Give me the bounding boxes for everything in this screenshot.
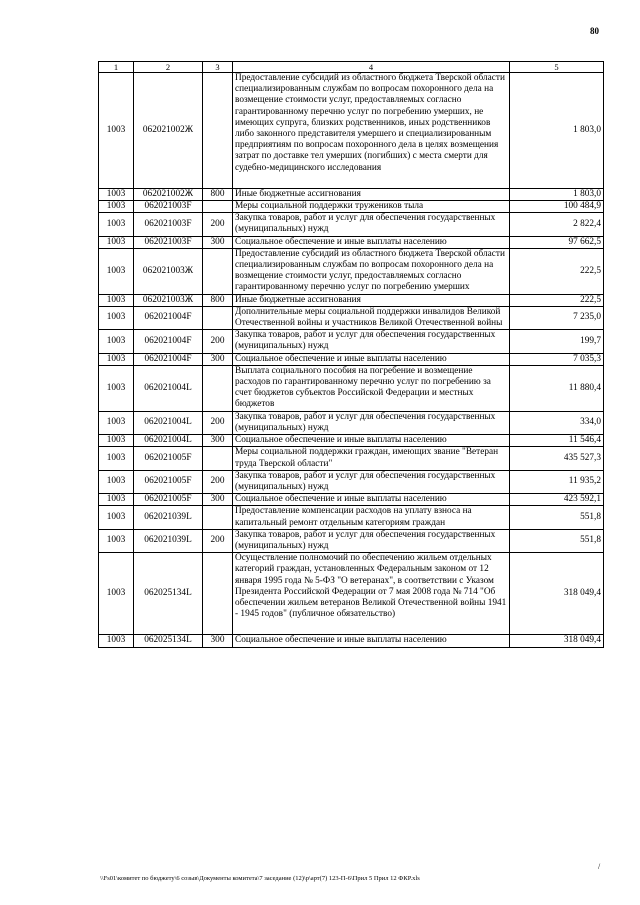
cell-expense-type: 200 bbox=[203, 213, 233, 236]
table-row bbox=[99, 73, 604, 189]
cell-target-article: 062021039L bbox=[134, 529, 203, 552]
header-row bbox=[99, 62, 604, 73]
cell-description: Закупка товаров, работ и услуг для обеспечения государственных (муниципальных) нужд bbox=[233, 411, 510, 434]
cell-section: 1003 bbox=[99, 248, 134, 294]
cell-description: Осуществление полномочий по обеспечению жильем отдельных категорий граждан, установленных Федеральным законом от 12 января 1995 года № 5-ФЗ "О ветеранах", в соответствии с Указом Президента Российской Федерации от 7 мая 2008 года № 714 "Об обеспечении жильем ветеранов Великой Отечественной войны 1941 - 1945 годов" (публичное обязательство) bbox=[233, 553, 510, 635]
cell-amount: 334,0 bbox=[510, 411, 604, 434]
cell-expense-type: 300 bbox=[203, 353, 233, 365]
cell-target-article: 062021004F bbox=[134, 353, 203, 365]
table-row bbox=[99, 553, 604, 635]
cell-section: 1003 bbox=[99, 188, 134, 200]
cell-amount: 1 803,0 bbox=[510, 73, 604, 189]
margin-mark: / bbox=[598, 862, 601, 871]
cell-section: 1003 bbox=[99, 470, 134, 493]
cell-expense-type: 200 bbox=[203, 411, 233, 434]
cell-amount: 222,5 bbox=[510, 248, 604, 294]
cell-section: 1003 bbox=[99, 635, 134, 647]
cell-expense-type bbox=[203, 447, 233, 470]
cell-expense-type: 300 bbox=[203, 494, 233, 506]
cell-amount: 318 049,4 bbox=[510, 553, 604, 635]
table-body bbox=[99, 73, 604, 648]
cell-section: 1003 bbox=[99, 73, 134, 189]
cell-section: 1003 bbox=[99, 365, 134, 411]
cell-target-article: 062021002Ж bbox=[134, 188, 203, 200]
cell-section: 1003 bbox=[99, 306, 134, 329]
cell-description: Меры социальной поддержки тружеников тыла bbox=[233, 201, 510, 213]
cell-amount: 551,8 bbox=[510, 529, 604, 552]
cell-description: Закупка товаров, работ и услуг для обеспечения государственных (муниципальных) нужд bbox=[233, 529, 510, 552]
cell-target-article: 062021004L bbox=[134, 411, 203, 434]
header-col-1: 1 bbox=[99, 62, 134, 73]
cell-amount: 1 803,0 bbox=[510, 188, 604, 200]
header-col-3: 3 bbox=[203, 62, 233, 73]
cell-expense-type bbox=[203, 553, 233, 635]
table-row bbox=[99, 188, 604, 200]
table-row bbox=[99, 635, 604, 647]
footer-file-path: \\Fs01\комитет по бюджету\6 созыв\Документы комитета\7 заседание (12)\р\арт(7) 123-П-6\Прил 5 Прил 12 ФКР.xls bbox=[100, 875, 420, 882]
cell-amount: 199,7 bbox=[510, 330, 604, 353]
header-col-4: 4 bbox=[233, 62, 510, 73]
cell-section: 1003 bbox=[99, 201, 134, 213]
cell-target-article: 062021004F bbox=[134, 330, 203, 353]
cell-amount: 11 935,2 bbox=[510, 470, 604, 493]
header-col-5: 5 bbox=[510, 62, 604, 73]
cell-section: 1003 bbox=[99, 294, 134, 306]
cell-target-article: 062021002Ж bbox=[134, 73, 203, 189]
cell-expense-type bbox=[203, 73, 233, 189]
cell-description: Социальное обеспечение и иные выплаты населению bbox=[233, 494, 510, 506]
cell-description: Закупка товаров, работ и услуг для обеспечения государственных (муниципальных) нужд bbox=[233, 470, 510, 493]
header-col-2: 2 bbox=[134, 62, 203, 73]
cell-target-article: 062021039L bbox=[134, 506, 203, 529]
cell-section: 1003 bbox=[99, 447, 134, 470]
cell-expense-type: 200 bbox=[203, 470, 233, 493]
cell-section: 1003 bbox=[99, 411, 134, 434]
cell-amount: 7 035,3 bbox=[510, 353, 604, 365]
cell-target-article: 062021004L bbox=[134, 365, 203, 411]
cell-expense-type: 800 bbox=[203, 294, 233, 306]
cell-description: Предоставление субсидий из областного бюджета Тверской области специализированным службам по вопросам похоронного дела на возмещение стоимости услуг, предоставляемых согласно гарантированному перечню услуг по погребению умерших bbox=[233, 248, 510, 294]
cell-description: Социальное обеспечение и иные выплаты населению bbox=[233, 635, 510, 647]
cell-section: 1003 bbox=[99, 435, 134, 447]
table-row bbox=[99, 294, 604, 306]
cell-expense-type bbox=[203, 365, 233, 411]
cell-target-article: 062021005F bbox=[134, 494, 203, 506]
cell-section: 1003 bbox=[99, 330, 134, 353]
cell-expense-type: 300 bbox=[203, 635, 233, 647]
budget-table bbox=[98, 61, 604, 648]
cell-target-article: 062021004L bbox=[134, 435, 203, 447]
cell-target-article: 062021003F bbox=[134, 236, 203, 248]
cell-expense-type: 300 bbox=[203, 236, 233, 248]
cell-target-article: 062021004F bbox=[134, 306, 203, 329]
cell-description: Дополнительные меры социальной поддержки инвалидов Великой Отечественной войны и участников Великой Отечественной войны bbox=[233, 306, 510, 329]
cell-amount: 435 527,3 bbox=[510, 447, 604, 470]
cell-section: 1003 bbox=[99, 529, 134, 552]
cell-target-article: 062021003Ж bbox=[134, 294, 203, 306]
table-row bbox=[99, 447, 604, 470]
table-row bbox=[99, 353, 604, 365]
cell-section: 1003 bbox=[99, 494, 134, 506]
table-row bbox=[99, 236, 604, 248]
cell-amount: 551,8 bbox=[510, 506, 604, 529]
table-row bbox=[99, 201, 604, 213]
cell-expense-type: 200 bbox=[203, 529, 233, 552]
cell-expense-type bbox=[203, 248, 233, 294]
cell-target-article: 062021003F bbox=[134, 201, 203, 213]
cell-description: Социальное обеспечение и иные выплаты населению bbox=[233, 236, 510, 248]
table-row bbox=[99, 494, 604, 506]
cell-amount: 423 592,1 bbox=[510, 494, 604, 506]
table-row bbox=[99, 470, 604, 493]
table-row bbox=[99, 330, 604, 353]
table-row bbox=[99, 365, 604, 411]
cell-description: Социальное обеспечение и иные выплаты населению bbox=[233, 353, 510, 365]
table-row bbox=[99, 213, 604, 236]
cell-description: Меры социальной поддержки граждан, имеющих звание "Ветеран труда Тверской области" bbox=[233, 447, 510, 470]
cell-target-article: 062025134L bbox=[134, 635, 203, 647]
table-row bbox=[99, 529, 604, 552]
cell-expense-type bbox=[203, 306, 233, 329]
cell-section: 1003 bbox=[99, 506, 134, 529]
table-row bbox=[99, 506, 604, 529]
cell-target-article: 062021003Ж bbox=[134, 248, 203, 294]
cell-expense-type: 300 bbox=[203, 435, 233, 447]
cell-description: Иные бюджетные ассигнования bbox=[233, 294, 510, 306]
cell-amount: 11 880,4 bbox=[510, 365, 604, 411]
cell-amount: 100 484,9 bbox=[510, 201, 604, 213]
cell-description: Иные бюджетные ассигнования bbox=[233, 188, 510, 200]
cell-amount: 222,5 bbox=[510, 294, 604, 306]
cell-section: 1003 bbox=[99, 236, 134, 248]
cell-expense-type: 200 bbox=[203, 330, 233, 353]
table-row bbox=[99, 306, 604, 329]
cell-description: Закупка товаров, работ и услуг для обеспечения государственных (муниципальных) нужд bbox=[233, 213, 510, 236]
cell-target-article: 062025134L bbox=[134, 553, 203, 635]
cell-amount: 318 049,4 bbox=[510, 635, 604, 647]
cell-description: Выплата социального пособия на погребение и возмещение расходов по гарантированному перечню услуг по погребению за счет бюджетов субъектов Российской Федерации и местных бюджетов bbox=[233, 365, 510, 411]
table-row bbox=[99, 411, 604, 434]
cell-description: Социальное обеспечение и иные выплаты населению bbox=[233, 435, 510, 447]
cell-amount: 7 235,0 bbox=[510, 306, 604, 329]
cell-amount: 97 662,5 bbox=[510, 236, 604, 248]
cell-expense-type bbox=[203, 506, 233, 529]
cell-amount: 11 546,4 bbox=[510, 435, 604, 447]
cell-description: Предоставление субсидий из областного бюджета Тверской области специализированным службам по вопросам похоронного дела на возмещение стоимости услуг, предоставляемых согласно гарантированному перечню услуг по погребению умерших, не имеющих супруга, близких родственников, иных родственников либо законного представителя умершего и специализированным предприятиям по вопросам похоронного дела в целях возмещения затрат по доставке тел умерших (погибших) с места смерти для судебно-медицинского исследования bbox=[233, 73, 510, 189]
cell-description: Предоставление компенсации расходов на уплату взноса на капитальный ремонт отдельным категориям граждан bbox=[233, 506, 510, 529]
table-row bbox=[99, 435, 604, 447]
cell-expense-type bbox=[203, 201, 233, 213]
cell-amount: 2 822,4 bbox=[510, 213, 604, 236]
page-number: 80 bbox=[590, 26, 599, 36]
cell-description: Закупка товаров, работ и услуг для обеспечения государственных (муниципальных) нужд bbox=[233, 330, 510, 353]
cell-target-article: 062021003F bbox=[134, 213, 203, 236]
cell-section: 1003 bbox=[99, 213, 134, 236]
table-row bbox=[99, 248, 604, 294]
cell-section: 1003 bbox=[99, 553, 134, 635]
cell-expense-type: 800 bbox=[203, 188, 233, 200]
cell-target-article: 062021005F bbox=[134, 470, 203, 493]
cell-target-article: 062021005F bbox=[134, 447, 203, 470]
cell-section: 1003 bbox=[99, 353, 134, 365]
